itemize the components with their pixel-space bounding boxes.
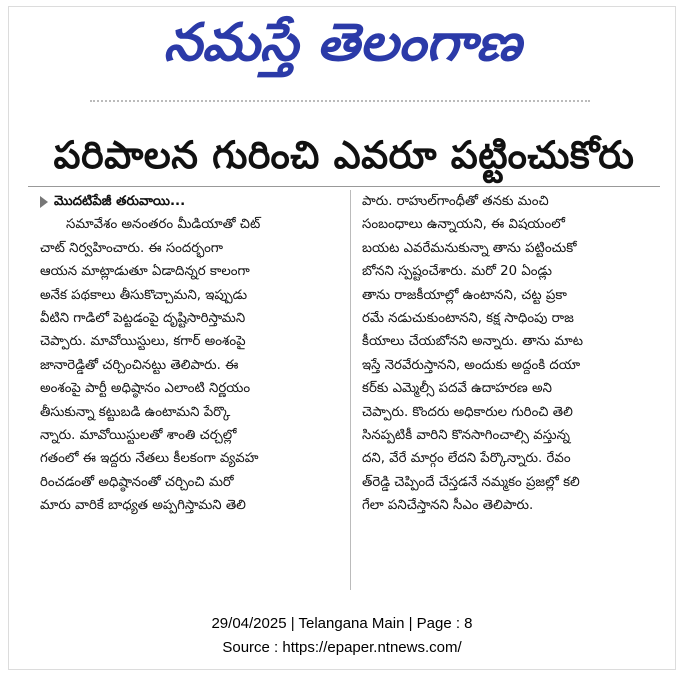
footer-date-page: 29/04/2025 | Telangana Main | Page : 8: [211, 615, 473, 632]
column-divider: [350, 190, 351, 590]
source-footer: [0, 612, 684, 660]
text-line: త్‌రెడ్డి చెప్పిందే చేస్తడనే నమ్మకం ప్రజల్లో కలి: [362, 474, 580, 490]
text-line: వీటిని గాడిలో పెట్టడంపై దృష్టిసారిస్తామని: [40, 311, 246, 327]
text-line: న్నారు. మావోయిస్టులతో శాంతి చర్చల్లో: [40, 428, 237, 444]
text-line: చెప్పారు. మావోయిస్టులు, కగార్ అంశంపై: [40, 334, 246, 350]
text-line: దని, వేరే మార్గం లేదని పేర్కొన్నారు. రేవం: [362, 451, 571, 467]
text-line: తాను రాజకీయాల్లో ఉంటానని, చట్ట ప్రకా: [362, 287, 567, 303]
text-line: బయట ఎవరేమనుకున్నా తాను పట్టించుకో: [362, 240, 577, 256]
newspaper-logo: నమస్తే తెలంగాణ: [163, 12, 521, 73]
text-line: కర్‌కు ఎమ్మెల్సీ పదవే ఉదాహరణ అని: [362, 381, 552, 397]
masthead: [0, 6, 684, 84]
text-line: ఆయన మాట్లాడుతూ ఏడాదిన్నర కాలంగా: [40, 264, 250, 280]
text-line: జానారెడ్డితో చర్చించినట్టు తెలిపారు. ఈ: [40, 357, 239, 373]
text-line: అనేక పథకాలు తీసుకొచ్చామని, ఇప్పుడు: [40, 287, 248, 303]
continued-label: [40, 190, 340, 213]
footer-source-link[interactable]: Source : https://epaper.ntnews.com/: [222, 639, 462, 656]
text-line: సంబంధాలు ఉన్నాయని, ఈ విషయంలో: [362, 217, 565, 233]
text-line: మారు వారికే బాధ్యత అప్పగిస్తామని తెలి: [40, 498, 246, 514]
text-line: బోనని స్పష్టంచేశారు. మరో 20 ఏండ్లు: [362, 264, 552, 280]
article-headline: పరిపాలన గురించి ఎవరూ పట్టించుకోరు: [53, 133, 635, 177]
text-line: గేలా పనిచేస్తానని సీఎం తెలిపారు.: [362, 498, 534, 514]
chevron-right-icon: [40, 196, 48, 208]
headline-divider: [28, 186, 660, 187]
text-line: చాట్ నిర్వహించారు. ఈ సందర్భంగా: [40, 240, 224, 256]
text-line: చెప్పారు. కొందరు అధికారుల గురించి తెలి: [362, 404, 573, 420]
text-line: సమావేశం అనంతరం మీడియాతో చిట్: [66, 217, 261, 233]
article-column-right: [362, 190, 662, 518]
text-line: రించడంతో అధిష్ఠానంతో చర్చించి మరో: [40, 474, 234, 490]
text-line: కీయాలు చేయబోనని అన్నారు. తాను మాట: [362, 334, 583, 350]
continued-text: మొదటిపేజీ తరువాయి...: [54, 194, 186, 209]
text-line: రమే నడుచుకుంటానని, కక్ష సాధింపు రాజ: [362, 311, 574, 327]
text-line: ఇస్తే నెరవేరుస్తానని, అందుకు అద్దంకి దయా: [362, 357, 581, 373]
text-line: అంశంపై పార్టీ అధిష్ఠానం ఎలాంటి నిర్ణయం: [40, 381, 251, 397]
article-column-left: [40, 190, 340, 518]
masthead-divider: [90, 100, 590, 104]
text-line: గతంలో ఈ ఇద్దరు నేతలు కీలకంగా వ్యవహ: [40, 451, 259, 467]
text-line: సినప్పటికీ వారిని కొనసాగించాల్సి వస్తున్న: [362, 428, 570, 444]
text-line: తీసుకున్నా కట్టుబడి ఉంటామని పేర్కొ: [40, 404, 231, 420]
text-line: పారు. రాహుల్‌గాంధీతో తనకు మంచి: [362, 194, 549, 209]
